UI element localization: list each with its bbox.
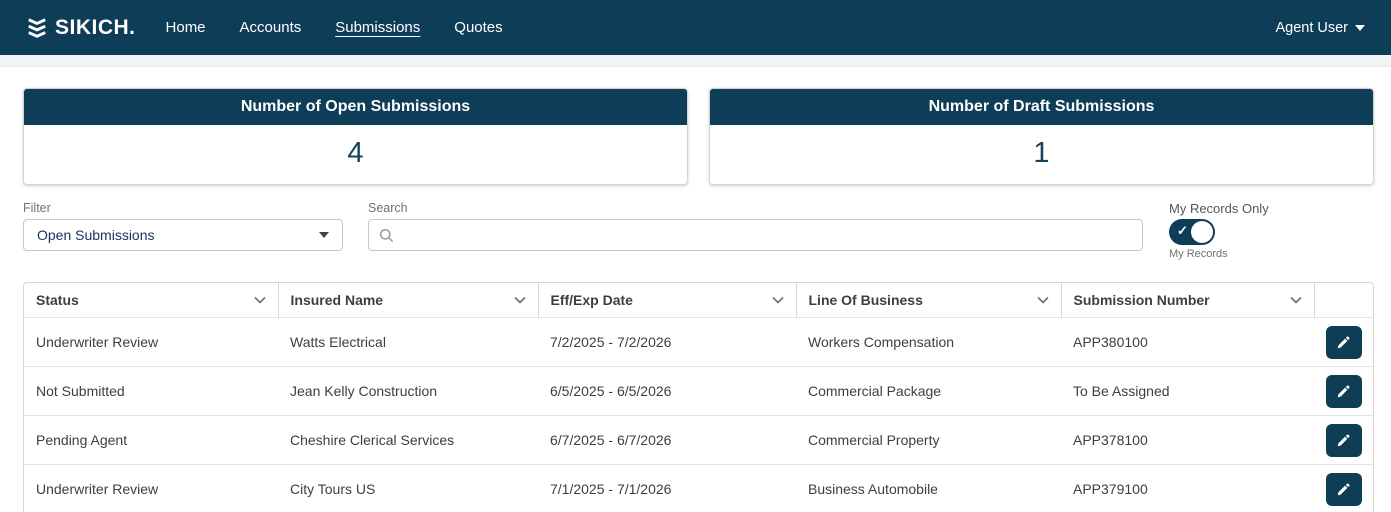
pencil-icon — [1336, 384, 1351, 399]
pencil-icon — [1336, 482, 1351, 497]
cell-insured-name: City Tours US — [278, 465, 538, 512]
chevron-down-icon[interactable] — [514, 296, 526, 304]
open-submissions-card — [23, 88, 688, 185]
cell-status: Underwriter Review — [24, 465, 278, 512]
nav-item-accounts[interactable]: Accounts — [239, 19, 302, 36]
user-menu[interactable] — [1275, 20, 1365, 36]
cell-status: Pending Agent — [24, 416, 278, 465]
cell-submission-number: APP379100 — [1061, 465, 1314, 512]
cell-actions — [1314, 318, 1373, 367]
chevron-down-icon[interactable] — [254, 296, 266, 304]
cell-submission-number: APP378100 — [1061, 416, 1314, 465]
cell-insured-name: Cheshire Clerical Services — [278, 416, 538, 465]
edit-button[interactable] — [1326, 375, 1362, 408]
edit-button[interactable] — [1326, 473, 1362, 506]
brand-text: SIKICH. — [55, 15, 136, 39]
chevron-down-icon[interactable] — [772, 296, 784, 304]
table-body — [24, 318, 1373, 512]
cell-submission-number: APP380100 — [1061, 318, 1314, 367]
check-icon: ✓ — [1177, 223, 1188, 238]
nav-item-home[interactable]: Home — [165, 19, 206, 36]
cell-line-of-business: Workers Compensation — [796, 318, 1061, 367]
table-row — [24, 318, 1373, 367]
cell-actions — [1314, 416, 1373, 465]
search-icon — [379, 228, 394, 243]
filter-dropdown[interactable] — [23, 219, 343, 251]
cell-actions — [1314, 465, 1373, 512]
cell-submission-number: To Be Assigned — [1061, 367, 1314, 416]
nav-item-quotes[interactable]: Quotes — [454, 19, 503, 36]
table-row — [24, 367, 1373, 416]
cell-actions — [1314, 367, 1373, 416]
table-row — [24, 416, 1373, 465]
cell-line-of-business: Commercial Package — [796, 367, 1061, 416]
table-header-row — [24, 283, 1373, 318]
chevron-down-icon — [319, 232, 329, 238]
my-records-toggle[interactable] — [1169, 219, 1215, 245]
column-header-actions — [1314, 283, 1373, 318]
cell-line-of-business: Business Automobile — [796, 465, 1061, 512]
sikich-s-icon — [26, 16, 48, 40]
column-header-submission-number[interactable]: Submission Number — [1061, 283, 1314, 318]
submissions-table — [23, 282, 1374, 512]
controls-row — [23, 201, 1374, 260]
chevron-down-icon[interactable] — [1290, 296, 1302, 304]
cell-insured-name: Watts Electrical — [278, 318, 538, 367]
cell-line-of-business: Commercial Property — [796, 416, 1061, 465]
card-value: 4 — [347, 137, 364, 169]
cell-eff-exp-date: 7/1/2025 - 7/1/2026 — [538, 465, 796, 512]
search-input[interactable] — [402, 220, 1132, 250]
navbar-sub-strip — [0, 55, 1391, 67]
pencil-icon — [1336, 433, 1351, 448]
cell-status: Underwriter Review — [24, 318, 278, 367]
search-box — [368, 219, 1143, 251]
toggle-knob — [1191, 221, 1213, 243]
column-header-status[interactable]: Status — [24, 283, 278, 318]
top-navbar — [0, 0, 1391, 55]
filter-label: Filter — [23, 201, 51, 215]
draft-submissions-card — [709, 88, 1374, 185]
cell-status: Not Submitted — [24, 367, 278, 416]
column-header-line-of-business[interactable]: Line Of Business — [796, 283, 1061, 318]
user-menu-label: Agent User — [1275, 19, 1348, 36]
filter-selected-value: Open Submissions — [37, 227, 155, 243]
cell-eff-exp-date: 6/7/2025 - 6/7/2026 — [538, 416, 796, 465]
my-records-sublabel: My Records — [1169, 248, 1228, 260]
card-value: 1 — [1033, 137, 1050, 169]
pencil-icon — [1336, 335, 1351, 350]
search-label: Search — [368, 201, 408, 215]
card-title: Number of Open Submissions — [24, 89, 687, 125]
my-records-only-label: My Records Only — [1169, 201, 1269, 216]
chevron-down-icon[interactable] — [1037, 296, 1049, 304]
card-title: Number of Draft Submissions — [710, 89, 1373, 125]
nav-items — [166, 19, 503, 36]
brand-logo[interactable] — [26, 16, 136, 40]
edit-button[interactable] — [1326, 424, 1362, 457]
column-header-eff-exp-date[interactable]: Eff/Exp Date — [538, 283, 796, 318]
cell-insured-name: Jean Kelly Construction — [278, 367, 538, 416]
cell-eff-exp-date: 6/5/2025 - 6/5/2026 — [538, 367, 796, 416]
column-header-insured-name[interactable]: Insured Name — [278, 283, 538, 318]
cell-eff-exp-date: 7/2/2025 - 7/2/2026 — [538, 318, 796, 367]
edit-button[interactable] — [1326, 326, 1362, 359]
table-row — [24, 465, 1373, 512]
kpi-cards — [23, 88, 1374, 185]
nav-item-submissions[interactable]: Submissions — [335, 19, 421, 36]
chevron-down-icon — [1355, 25, 1365, 31]
